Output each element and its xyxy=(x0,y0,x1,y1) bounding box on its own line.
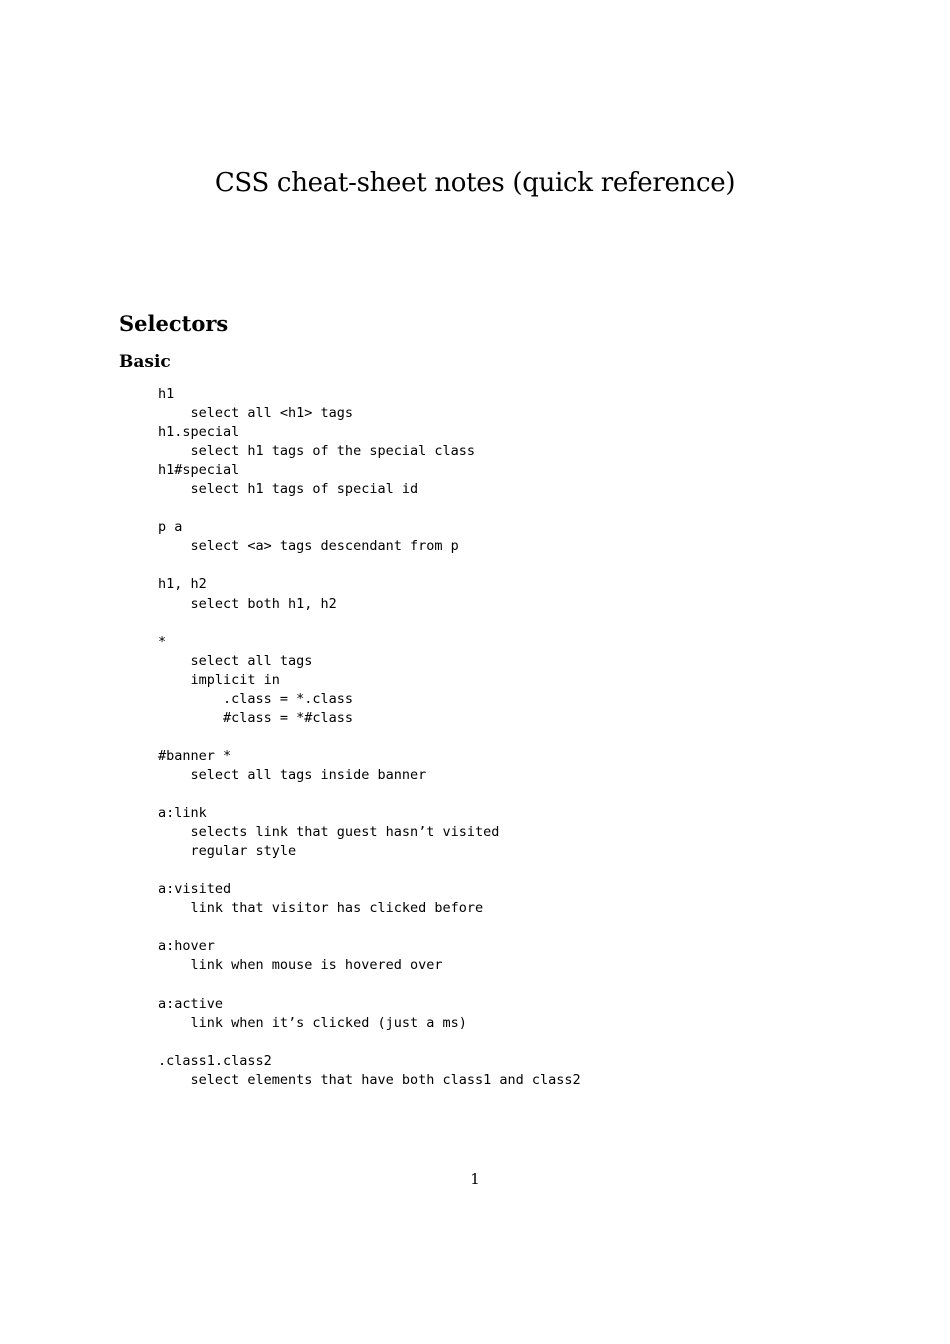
code-line xyxy=(158,785,581,804)
code-line xyxy=(158,1033,581,1052)
code-line: select both h1, h2 xyxy=(158,595,337,612)
code-line: h1#special xyxy=(158,462,240,479)
code-line: a:active xyxy=(158,995,224,1012)
code-line: h1.special xyxy=(158,424,240,441)
code-line: #class = *#class xyxy=(158,709,354,726)
code-line: #banner * xyxy=(158,747,232,764)
code-line: select all <h1> tags xyxy=(158,405,354,422)
code-line: select all tags inside banner xyxy=(158,766,427,783)
code-line: .class = *.class xyxy=(158,690,354,707)
page-number: 1 xyxy=(470,1170,480,1188)
subsection-heading-basic: Basic xyxy=(119,352,171,372)
code-line: .class1.class2 xyxy=(158,1052,272,1069)
code-line: select elements that have both class1 and class2 xyxy=(158,1071,581,1088)
section-heading-selectors: Selectors xyxy=(119,311,229,336)
code-line: select h1 tags of the special class xyxy=(158,443,475,460)
code-line: a:hover xyxy=(158,938,215,955)
code-line: select <a> tags descendant from p xyxy=(158,538,459,555)
code-block xyxy=(158,385,581,1090)
code-line: implicit in xyxy=(158,671,280,688)
code-line: link that visitor has clicked before xyxy=(158,900,484,917)
code-line xyxy=(158,728,581,747)
code-line xyxy=(158,499,581,518)
code-line: select all tags xyxy=(158,652,313,669)
code-line: p a xyxy=(158,519,183,536)
code-line: h1 xyxy=(158,386,175,402)
code-line: * xyxy=(158,633,167,650)
code-line: a:visited xyxy=(158,881,232,898)
code-line: h1, h2 xyxy=(158,576,207,593)
code-line xyxy=(158,918,581,937)
code-line: select h1 tags of special id xyxy=(158,481,419,498)
code-line xyxy=(158,861,581,880)
document-title: CSS cheat-sheet notes (quick reference) xyxy=(214,168,736,198)
code-line: link when mouse is hovered over xyxy=(158,957,443,974)
code-line: regular style xyxy=(158,843,297,860)
code-line xyxy=(158,975,581,994)
code-line xyxy=(158,614,581,633)
code-line: a:link xyxy=(158,805,207,822)
code-line: link when it’s clicked (just a ms) xyxy=(158,1014,467,1031)
code-line: selects link that guest hasn’t visited xyxy=(158,824,500,841)
code-line xyxy=(158,556,581,575)
